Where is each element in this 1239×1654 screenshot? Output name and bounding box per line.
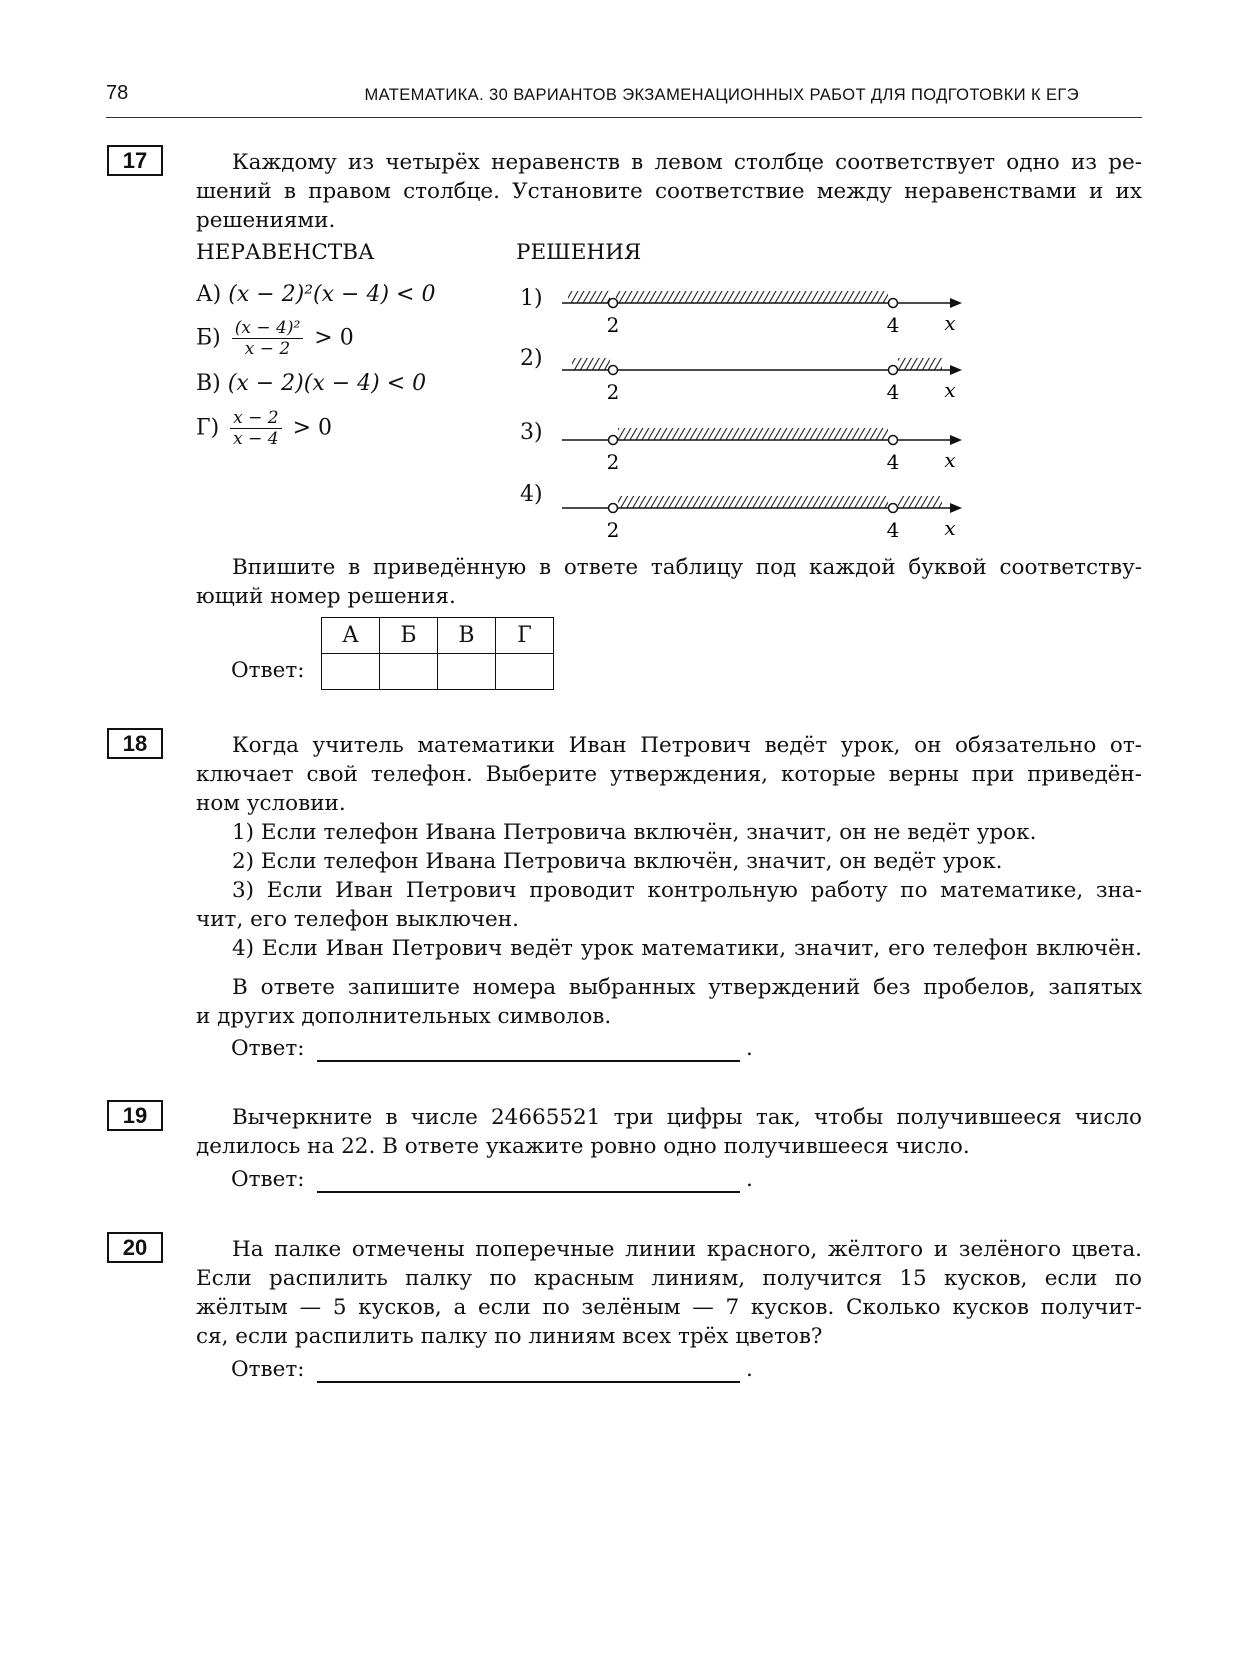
q19-answer-period: . — [746, 1167, 753, 1192]
q17-answer-table — [321, 617, 554, 690]
line-3-point-2: 2 — [606, 450, 620, 474]
answer-header-v: В — [438, 618, 496, 654]
inequality-b-denominator: x − 2 — [244, 339, 291, 359]
q20-answer-field[interactable] — [317, 1381, 740, 1383]
inequalities-heading: НЕРАВЕНСТВА — [196, 240, 375, 265]
question-18-text — [196, 731, 1142, 963]
line-1-var: x — [944, 311, 956, 335]
answer-header-a: А — [322, 618, 380, 654]
inequality-b-label: Б) — [196, 325, 221, 351]
solutions-heading: РЕШЕНИЯ — [516, 240, 642, 265]
question-19-number: 19 — [107, 1100, 163, 1131]
page-number: 78 — [106, 82, 129, 104]
question-17-instruction — [196, 553, 1142, 611]
q17-line-1: Каждому из четырёх неравенств в левом столбце соответствует одно из ре- — [232, 150, 1142, 175]
q18-statement-3b: чит, его телефон выключен. — [196, 907, 519, 932]
inequality-v-label: В) — [196, 371, 221, 396]
number-line-4 — [562, 496, 962, 542]
q20-line-3: жёлтым — 5 кусков, а если по зелёным — 7 кусков. Сколько кусков получит- — [196, 1295, 1142, 1320]
q17-line-3: решениями. — [196, 208, 336, 233]
inequality-a-label: А) — [196, 282, 222, 307]
q18-instruction-line-1: В ответе запишите номера выбранных утверждений без пробелов, запятых — [232, 975, 1142, 1000]
line-1-point-2: 2 — [606, 313, 620, 337]
q20-line-4: ся, если распилить палку по линиям всех трёх цветов? — [196, 1324, 823, 1349]
number-line-1 — [562, 291, 962, 337]
inequality-b-relation: > 0 — [314, 325, 354, 351]
line-1-point-4: 4 — [886, 313, 900, 337]
q18-answer-field[interactable] — [317, 1060, 740, 1062]
q19-line-2: делилось на 22. В ответе укажите ровно одно получившееся число. — [196, 1134, 970, 1159]
line-3-var: x — [944, 448, 956, 472]
q20-line-1: На палке отмечены поперечные линии красного, жёлтого и зелёного цвета. — [232, 1237, 1142, 1262]
q19-answer-label: Ответ: — [231, 1167, 305, 1192]
answer-header-b: Б — [380, 618, 438, 654]
q18-statement-2: 2) Если телефон Ивана Петровича включён, значит, он ведёт урок. — [232, 849, 1003, 874]
inequality-v-expr: (x − 2)(x − 4) < 0 — [227, 371, 427, 396]
solution-4-label: 4) — [520, 482, 543, 507]
q17-instruction-line-1: Впишите в приведённую в ответе таблицу под каждой буквой соответству- — [232, 555, 1142, 580]
q17-instruction-line-2: ющий номер решения. — [196, 584, 456, 609]
line-2-point-4: 4 — [886, 380, 900, 404]
q19-line-1: Вычеркните в числе 24665521 три цифры так, чтобы получившееся число — [232, 1105, 1142, 1130]
answer-cell-b[interactable] — [380, 654, 438, 690]
q20-answer-label: Ответ: — [231, 1357, 305, 1382]
answer-cell-a[interactable] — [322, 654, 380, 690]
q18-line-2: ключает свой телефон. Выберите утверждения, которые верны при приведён- — [196, 762, 1142, 787]
inequality-g-label: Г) — [196, 415, 220, 441]
q18-statement-1: 1) Если телефон Ивана Петровича включён, значит, он не ведёт урок. — [232, 820, 1037, 845]
line-4-point-2: 2 — [606, 518, 620, 542]
line-4-point-4: 4 — [886, 518, 900, 542]
q18-line-1: Когда учитель математики Иван Петрович ведёт урок, он обязательно от- — [232, 733, 1142, 758]
line-4-var: x — [944, 516, 956, 540]
inequality-g-denominator: x − 4 — [233, 429, 279, 449]
inequality-a-expr: (x − 2)²(x − 4) < 0 — [228, 282, 436, 307]
answer-header-g: Г — [496, 618, 554, 654]
line-2-point-2: 2 — [606, 380, 620, 404]
line-3-point-4: 4 — [886, 450, 900, 474]
question-18-number: 18 — [107, 728, 163, 759]
number-line-3 — [562, 428, 962, 474]
solution-1-label: 1) — [520, 286, 543, 311]
question-20-number: 20 — [107, 1232, 163, 1263]
question-20-text — [196, 1235, 1142, 1351]
solution-2-label: 2) — [520, 346, 543, 371]
q18-line-3: ном условии. — [196, 791, 346, 816]
answer-cell-g[interactable] — [496, 654, 554, 690]
q17-answer-label: Ответ: — [231, 658, 305, 683]
q20-line-2: Если распилить палку по красным линиям, получится 15 кусков, если по — [196, 1266, 1142, 1291]
question-18-instruction — [196, 973, 1142, 1031]
q18-instruction-line-2: и других дополнительных символов. — [196, 1004, 612, 1029]
question-19-text — [196, 1103, 1142, 1161]
inequality-b-numerator: (x − 4)² — [232, 318, 304, 339]
q20-answer-period: . — [746, 1357, 753, 1382]
answer-cell-v[interactable] — [438, 654, 496, 690]
q18-answer-label: Ответ: — [231, 1036, 305, 1061]
q17-line-2: шений в правом столбце. Установите соответствие между неравенствами и их — [196, 179, 1142, 204]
q18-statement-3a: 3) Если Иван Петрович проводит контрольную работу по математике, зна- — [232, 878, 1142, 903]
question-17-number: 17 — [107, 145, 163, 176]
solution-3-label: 3) — [520, 420, 543, 445]
q18-statement-4: 4) Если Иван Петрович ведёт урок математики, значит, его телефон включён. — [232, 936, 1142, 961]
number-line-2 — [562, 358, 962, 404]
inequality-g-numerator: x − 2 — [230, 408, 281, 429]
q18-answer-period: . — [746, 1036, 753, 1061]
inequality-g-relation: > 0 — [292, 415, 333, 441]
q19-answer-field[interactable] — [317, 1191, 740, 1193]
line-2-var: x — [944, 378, 956, 402]
running-title: МАТЕМАТИКА. 30 ВАРИАНТОВ ЭКЗАМЕНАЦИОННЫХ РАБОТ ДЛЯ ПОДГОТОВКИ К ЕГЭ — [364, 86, 1079, 104]
